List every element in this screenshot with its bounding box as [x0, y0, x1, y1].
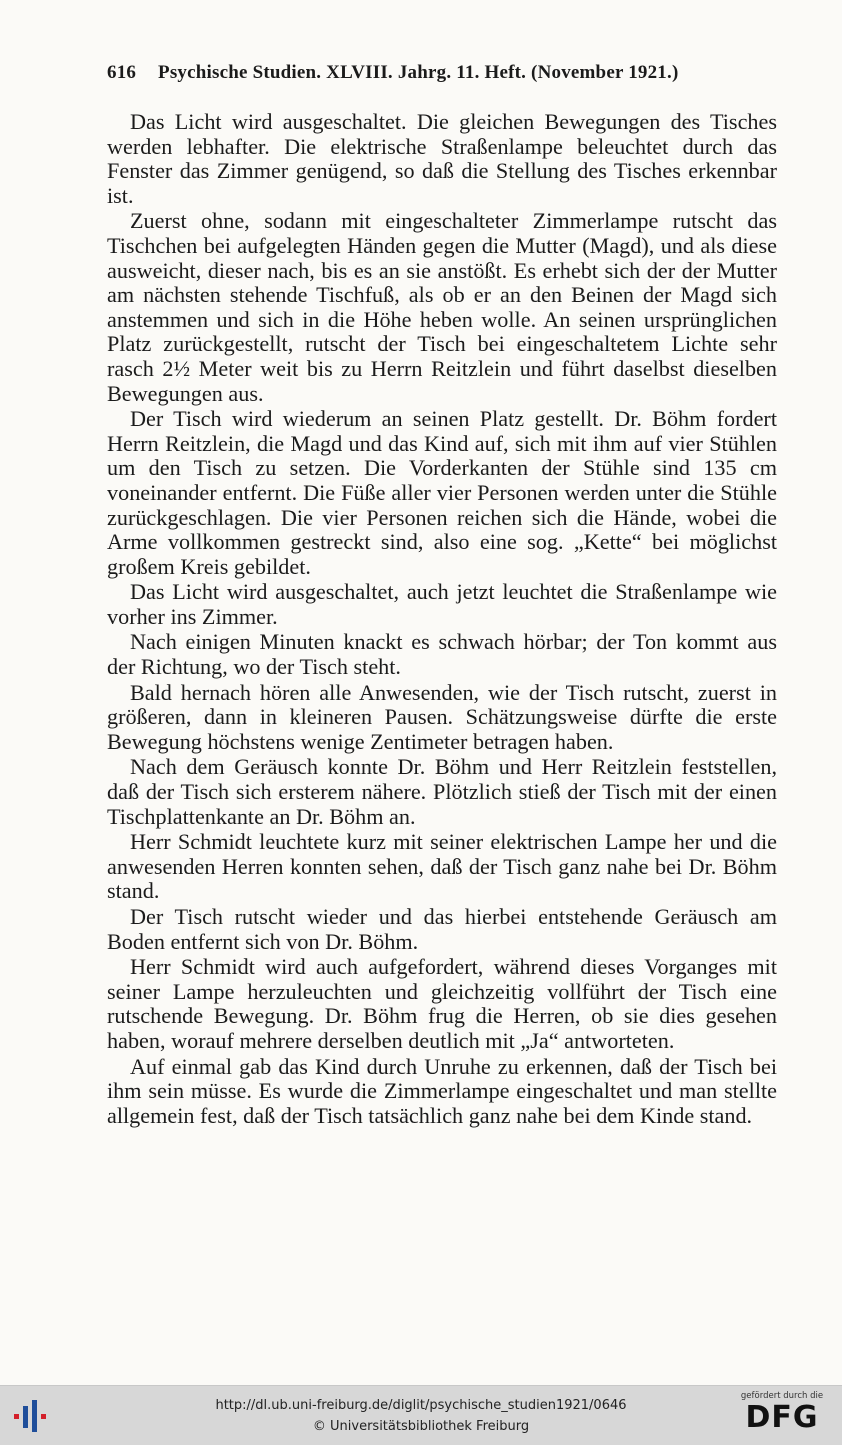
dfg-caption: gefördert durch die [740, 1391, 824, 1401]
dfg-logo [732, 1390, 832, 1442]
paragraph: Nach einigen Minuten knackt es schwach hörbar; der Ton kommt aus der Richtung, wo der Tisch steht. [107, 629, 777, 680]
paragraph: Herr Schmidt wird auch aufgefordert, während dieses Vorganges mit seiner Lampe herzuleuchten und gleichzeitig vollführt der Tisch eine rutschende Bewegung. Dr. Böhm frug die Herren, ob sie dies gesehen haben, worauf mehrere derselben deutlich mit „Ja“ antworteten. [107, 954, 777, 1053]
paragraph: Zuerst ohne, sodann mit eingeschalteter Zimmerlampe rutscht das Tischchen bei aufgelegten Händen gegen die Mutter (Magd), und als diese ausweicht, dieser nach, bis es an sie anstößt. Es erhebt sich der der Mutter am nächsten stehende Tischfuß, als ob er an den Beinen der Magd sich anstemmen und sich in die Höhe heben wolle. An seinen ursprünglichen Platz zurückgestellt, rutscht der Tisch bei eingeschaltetem Lichte sehr rasch 2½ Meter weit bis zu Herrn Reitzlein und führt daselbst dieselben Bewegungen aus. [107, 208, 777, 406]
viewer-footer [0, 1385, 842, 1445]
permalink[interactable]: http://dl.ub.uni-freiburg.de/diglit/psychische_studien1921/0646 [215, 1398, 627, 1413]
article-body [107, 110, 777, 1128]
paragraph: Nach dem Geräusch konnte Dr. Böhm und Herr Reitzlein feststellen, daß der Tisch sich ersterem nähere. Plötzlich stieß der Tisch mit der einen Tischplattenkante an Dr. Böhm an. [107, 754, 777, 829]
dfg-wordmark: DFG [745, 1400, 819, 1435]
paragraph: Der Tisch wird wiederum an seinen Platz gestellt. Dr. Böhm fordert Herrn Reitzlein, die Magd und das Kind auf, sich mit ihm auf vier Stühlen um den Tisch zu setzen. Die Vorderkanten der Stühle sind 135 cm voneinander entfernt. Die Füße aller vier Personen werden unter die Stühle zurückgeschlagen. Die vier Personen reichen sich die Hände, wobei die Arme vollkommen gestreckt sind, also eine sog. „Kette“ bei möglichst großem Kreis gebildet. [107, 406, 777, 579]
paragraph: Auf einmal gab das Kind durch Unruhe zu erkennen, daß der Tisch bei ihm sein müsse. Es wurde die Zimmerlampe eingeschaltet und man stellte allgemein fest, daß der Tisch tatsächlich ganz nahe bei dem Kinde stand. [107, 1053, 777, 1128]
paragraph: Der Tisch rutscht wieder und das hierbei entstehende Geräusch am Boden entfernt sich von Dr. Böhm. [107, 904, 777, 954]
journal-title: Psychische Studien. XLVIII. Jahrg. 11. Heft. (November 1921.) [158, 62, 679, 83]
paragraph: Herr Schmidt leuchtete kurz mit seiner elektrischen Lampe her und die anwesenden Herren konnten sehen, daß der Tisch ganz nahe bei Dr. Böhm stand. [107, 829, 777, 904]
page-number: 616 [107, 62, 137, 83]
paragraph: Bald hernach hören alle Anwesenden, wie der Tisch rutscht, zuerst in größeren, dann in kleineren Pausen. Schätzungsweise dürfte die erste Bewegung höchstens wenige Zentimeter betragen haben. [107, 679, 777, 754]
paragraph: Das Licht wird ausgeschaltet. Die gleichen Bewegungen des Tisches werden lebhafter. Die elektrische Straßenlampe beleuchtet durch das Fenster das Zimmer genügend, so daß die Stellung des Tisches erkennbar ist. [107, 109, 777, 208]
running-header [107, 62, 757, 84]
copyright-notice: © Universitätsbibliothek Freiburg [312, 1419, 530, 1434]
paragraph: Das Licht wird ausgeschaltet, auch jetzt leuchtet die Straßenlampe wie vorher ins Zimmer. [107, 579, 777, 629]
